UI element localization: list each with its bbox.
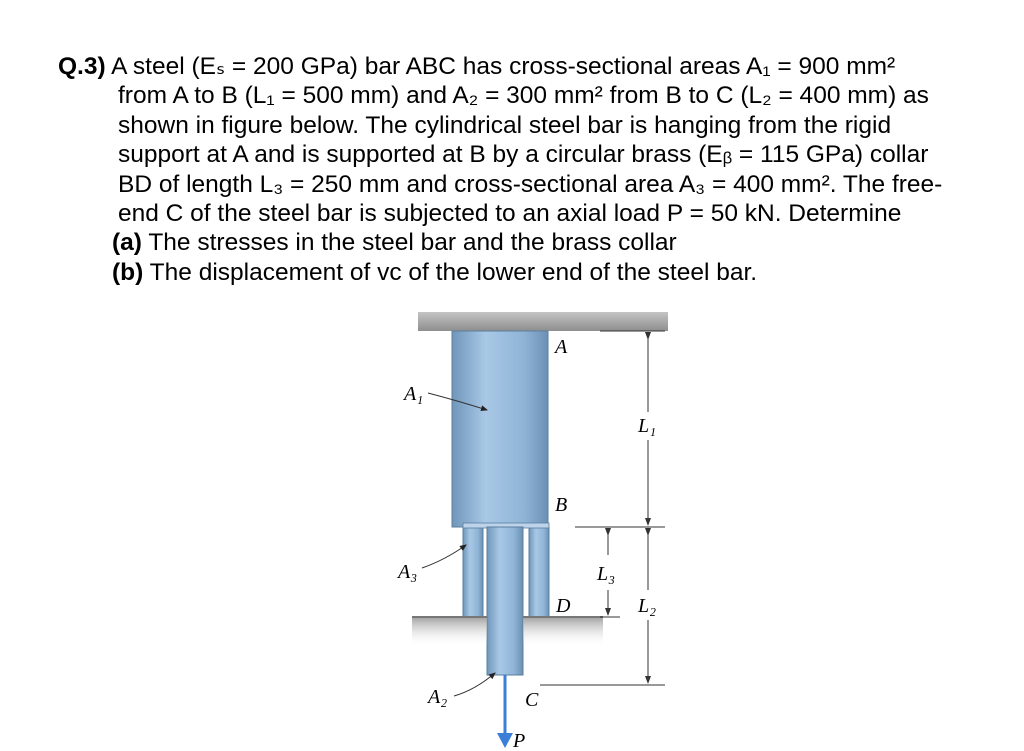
- label-C: C: [525, 689, 539, 711]
- rigid-support: [418, 312, 668, 331]
- load-arrowhead: [497, 733, 513, 748]
- label-D: D: [556, 595, 571, 617]
- problem-line-6: end C of the steel bar is subjected to an axial load P = 50 kN. Determine: [118, 200, 902, 228]
- problem-line-5: BD of length L₃ = 250 mm and cross-sectional area A₃ = 400 mm². The free-: [118, 170, 943, 198]
- part-a-label: (a): [112, 229, 142, 257]
- label-L1: L₁: [638, 415, 657, 437]
- label-A2: A₂: [428, 686, 448, 708]
- problem-text-1: A steel (Eₛ = 200 GPa) bar ABC has cross-sectional areas A₁ = 900 mm²: [111, 53, 896, 80]
- label-P: P: [513, 730, 526, 751]
- part-a-text: The stresses in the steel bar and the brass collar: [148, 229, 677, 257]
- part-b-label: (b): [112, 258, 144, 286]
- problem-line-3: shown in figure below. The cylindrical steel bar is hanging from the rigid: [118, 111, 892, 139]
- label-A: A: [555, 336, 568, 358]
- steel-bar-lower: [487, 527, 523, 675]
- label-L3: L₃: [597, 563, 616, 585]
- problem-line-4: support at A and is supported at B by a circular brass (Eᵦ = 115 GPa) collar: [118, 141, 929, 169]
- steel-bar-upper: [452, 331, 548, 527]
- label-B: B: [555, 494, 568, 516]
- label-L2: L₂: [638, 595, 657, 617]
- label-A3: A₃: [398, 561, 418, 583]
- question-number: Q.3): [58, 53, 106, 80]
- label-A1: A₁: [404, 383, 424, 405]
- problem-line-2: from A to B (L₁ = 500 mm) and A₂ = 300 mm² from B to C (L₂ = 400 mm) as: [118, 82, 929, 110]
- part-b-text: The displacement of vᴄ of the lower end of the steel bar.: [149, 258, 758, 286]
